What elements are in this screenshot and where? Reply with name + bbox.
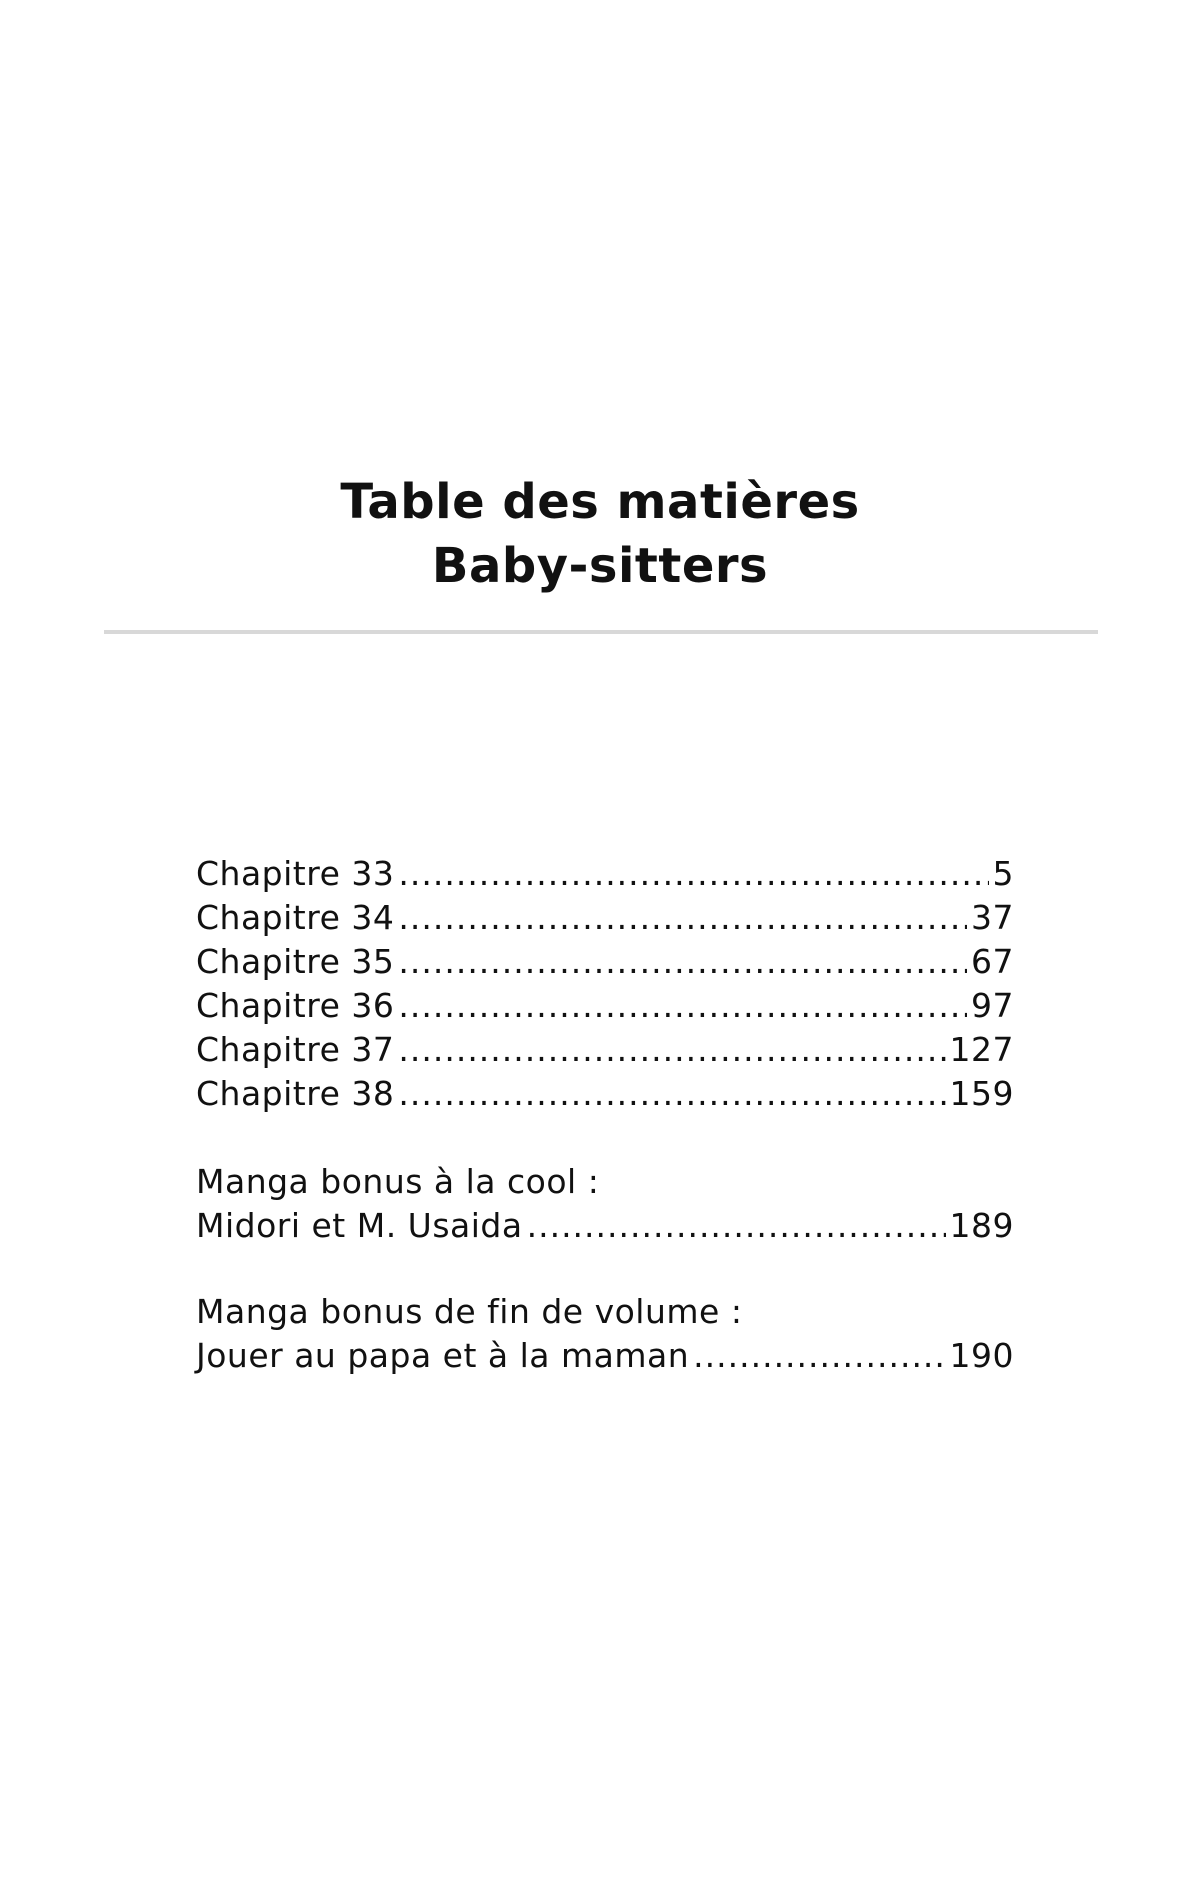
toc-spacer <box>196 1248 1014 1290</box>
toc-dot-leader <box>398 1028 945 1072</box>
toc-page-number: 67 <box>971 942 1014 981</box>
title-subheading: Baby-sitters <box>431 538 769 594</box>
toc-entry-label: Chapitre 33 <box>196 854 395 893</box>
toc-bonus-end-heading: Manga bonus de fin de volume : <box>196 1292 743 1331</box>
toc-dot-leader <box>398 940 967 984</box>
toc-dot-leader <box>398 896 967 940</box>
toc-entry-label: Jouer au papa et à la maman <box>196 1336 690 1375</box>
toc-entry-chapter-33 <box>196 852 1014 896</box>
toc-page-number: 37 <box>971 898 1014 937</box>
toc-page-number: 5 <box>992 854 1014 893</box>
toc-entry-bonus-end <box>196 1334 1014 1378</box>
toc-entry-chapter-36 <box>196 984 1014 1028</box>
table-of-contents <box>196 852 1014 1378</box>
toc-entry-chapter-35 <box>196 940 1014 984</box>
toc-entry-label: Chapitre 35 <box>196 942 395 981</box>
toc-page-number: 159 <box>949 1074 1014 1113</box>
toc-spacer <box>196 1116 1014 1160</box>
toc-page-number: 189 <box>949 1206 1014 1245</box>
toc-entry-bonus-cool <box>196 1204 1014 1248</box>
toc-entry-label: Midori et M. Usaida <box>196 1206 523 1245</box>
toc-page-number: 97 <box>971 986 1014 1025</box>
toc-entry-label: Chapitre 36 <box>196 986 395 1025</box>
page-title <box>0 470 1200 598</box>
toc-dot-leader <box>398 852 988 896</box>
toc-page-number: 127 <box>949 1030 1014 1069</box>
toc-entry-label: Chapitre 34 <box>196 898 395 937</box>
toc-dot-leader <box>693 1334 945 1378</box>
toc-dot-leader <box>398 1072 945 1116</box>
toc-dot-leader <box>527 1204 946 1248</box>
toc-entry-chapter-37 <box>196 1028 1014 1072</box>
toc-entry-chapter-38 <box>196 1072 1014 1116</box>
title-divider <box>104 630 1098 634</box>
toc-entry-chapter-34 <box>196 896 1014 940</box>
toc-entry-label: Chapitre 38 <box>196 1074 395 1113</box>
toc-bonus-cool-heading: Manga bonus à la cool : <box>196 1162 600 1201</box>
toc-page-number: 190 <box>949 1336 1014 1375</box>
title-heading: Table des matières <box>340 474 860 530</box>
toc-entry-label: Chapitre 37 <box>196 1030 395 1069</box>
toc-dot-leader <box>398 984 967 1028</box>
